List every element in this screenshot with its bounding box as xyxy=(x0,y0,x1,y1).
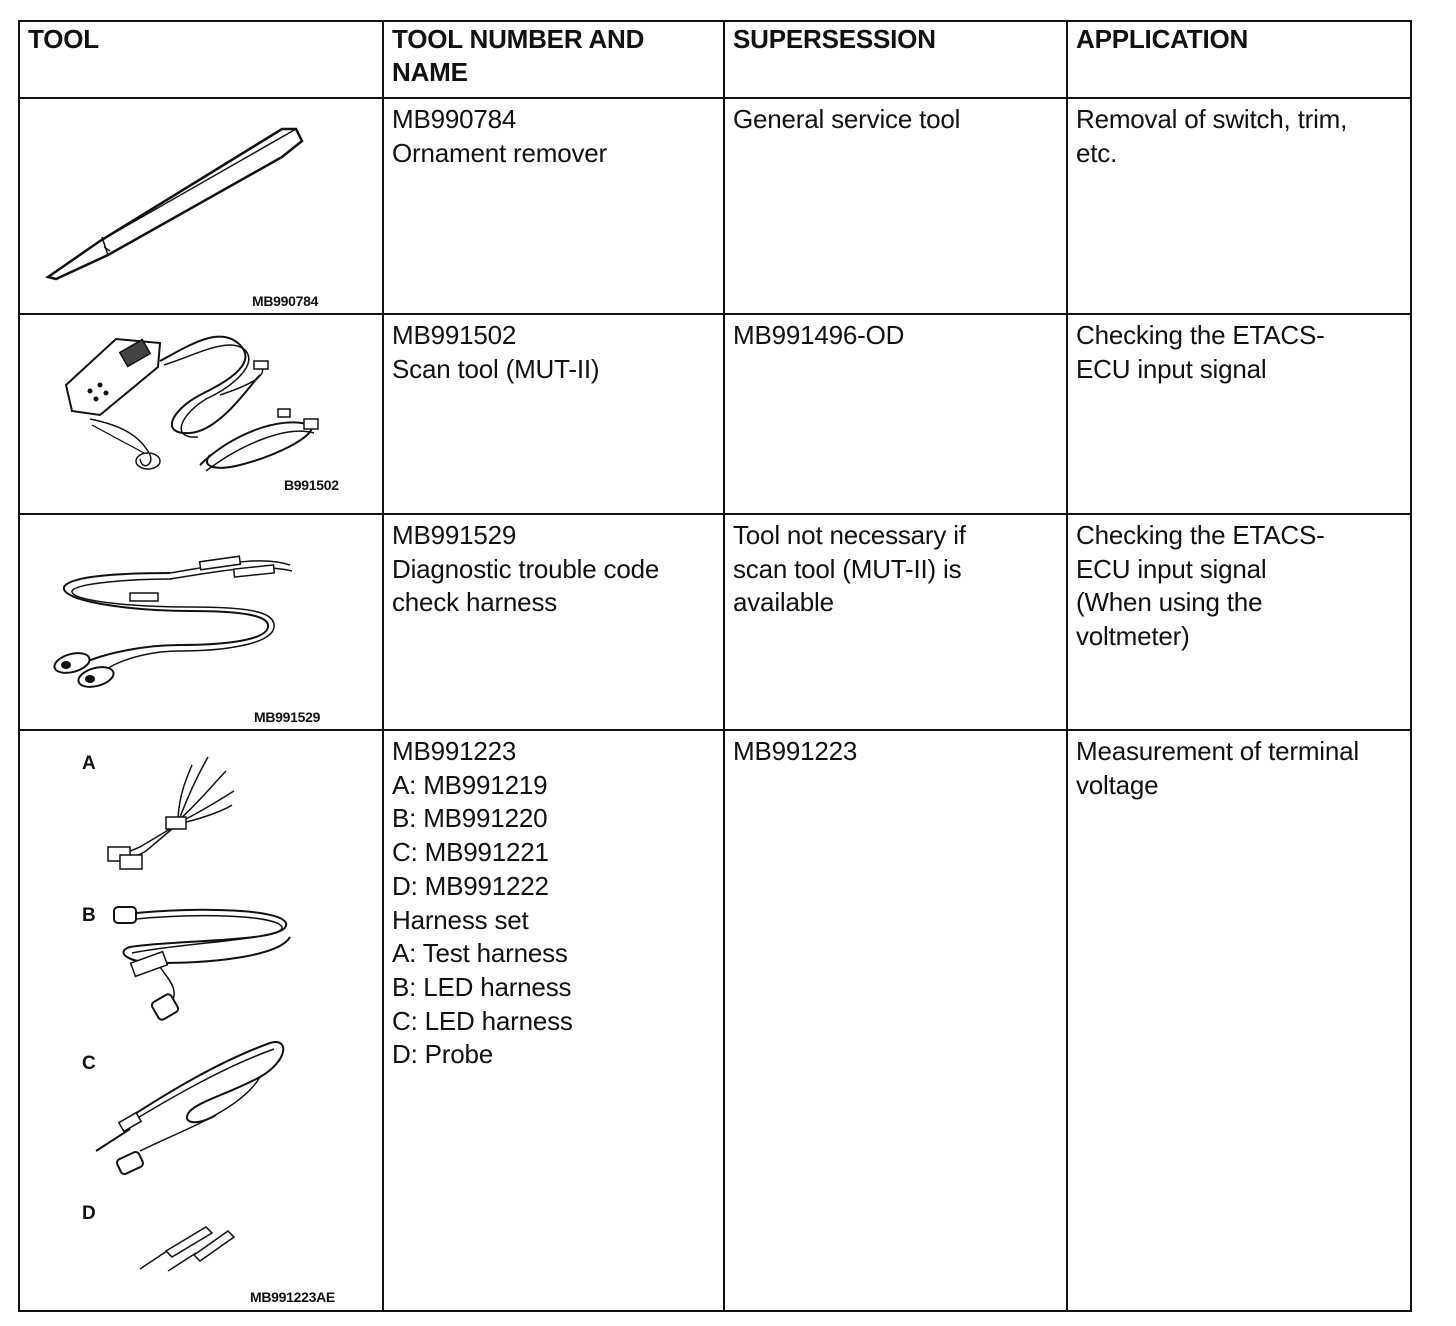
application-text: Checking the ETACS- xyxy=(1076,520,1325,550)
header-application xyxy=(1068,22,1408,56)
tool-name: Harness set xyxy=(392,904,529,935)
header-supersession-text: SUPERSESSION xyxy=(733,24,936,54)
tool-number-name-cell xyxy=(384,315,723,386)
column-divider xyxy=(723,22,725,1310)
image-letter-b: B xyxy=(82,905,96,926)
tool-name: Ornament remover xyxy=(392,137,607,168)
header-line: NAME xyxy=(392,57,468,87)
application-cell xyxy=(1068,99,1408,170)
image-letter-d: D xyxy=(82,1203,96,1224)
tool-name: Diagnostic trouble code xyxy=(392,553,660,584)
header-supersession xyxy=(725,22,1066,56)
supersession-text: Tool not necessary if xyxy=(733,520,966,550)
column-divider xyxy=(382,22,384,1310)
application-text: voltage xyxy=(1076,769,1159,800)
supersession-text: available xyxy=(733,587,834,618)
tool-name: D: Probe xyxy=(392,1039,494,1070)
special-tools-table xyxy=(18,20,1412,1312)
tool-image-label: MB991223AE xyxy=(250,1289,335,1305)
application-text: Measurement of terminal xyxy=(1076,736,1359,766)
tool-image-label: B991502 xyxy=(284,477,339,493)
tool-image-label: MB990784 xyxy=(252,293,319,309)
tool-number: MB991223 xyxy=(392,736,517,766)
header-tool-number-and-name xyxy=(384,22,723,89)
harness-set-illustration xyxy=(20,731,382,1311)
tool-image-cell xyxy=(20,515,382,729)
tool-image-cell xyxy=(20,315,382,513)
tool-number-name-cell xyxy=(384,515,723,620)
tool-name: C: LED harness xyxy=(392,1005,573,1036)
tool-name: check harness xyxy=(392,587,558,618)
application-cell xyxy=(1068,315,1408,386)
ornament-remover-illustration xyxy=(20,99,382,313)
application-text: voltmeter) xyxy=(1076,621,1190,652)
supersession-cell xyxy=(725,515,1066,620)
tool-number: A: MB991219 xyxy=(392,769,548,800)
supersession-text: MB991496-OD xyxy=(733,320,905,350)
application-text: (When using the xyxy=(1076,587,1263,618)
tool-number: C: MB991221 xyxy=(392,837,549,868)
supersession-text: MB991223 xyxy=(733,736,858,766)
tool-name: Scan tool (MUT-II) xyxy=(392,353,600,384)
application-cell xyxy=(1068,515,1408,654)
image-letter-c: C xyxy=(82,1053,96,1074)
supersession-text: General service tool xyxy=(733,104,961,134)
supersession-cell xyxy=(725,315,1066,353)
application-text: ECU input signal xyxy=(1076,353,1267,384)
tool-image-label: MB991529 xyxy=(254,709,321,725)
application-text: Checking the ETACS- xyxy=(1076,320,1325,350)
tool-name: A: Test harness xyxy=(392,938,568,969)
tool-number-name-cell xyxy=(384,731,723,1072)
tool-name: B: LED harness xyxy=(392,971,572,1002)
tool-number: MB990784 xyxy=(392,104,517,134)
tool-number: MB991502 xyxy=(392,320,517,350)
header-application-text: APPLICATION xyxy=(1076,24,1249,54)
application-cell xyxy=(1068,731,1408,802)
tool-number: D: MB991222 xyxy=(392,870,549,901)
tool-image-cell xyxy=(20,99,382,313)
supersession-cell xyxy=(725,99,1066,137)
header-tool-text: TOOL xyxy=(28,24,99,54)
supersession-cell xyxy=(725,731,1066,769)
tool-number-name-cell xyxy=(384,99,723,170)
tool-image-cell xyxy=(20,731,382,1311)
header-tool xyxy=(20,22,382,56)
tool-number: MB991529 xyxy=(392,520,517,550)
column-divider xyxy=(1066,22,1068,1310)
supersession-text: scan tool (MUT-II) is xyxy=(733,553,962,584)
application-text: Removal of switch, trim, xyxy=(1076,104,1348,134)
check-harness-illustration xyxy=(20,515,382,729)
image-letter-a: A xyxy=(82,753,96,774)
application-text: ECU input signal xyxy=(1076,553,1267,584)
header-line: TOOL NUMBER AND xyxy=(392,24,645,54)
application-text: etc. xyxy=(1076,137,1118,168)
tool-number: B: MB991220 xyxy=(392,803,548,834)
